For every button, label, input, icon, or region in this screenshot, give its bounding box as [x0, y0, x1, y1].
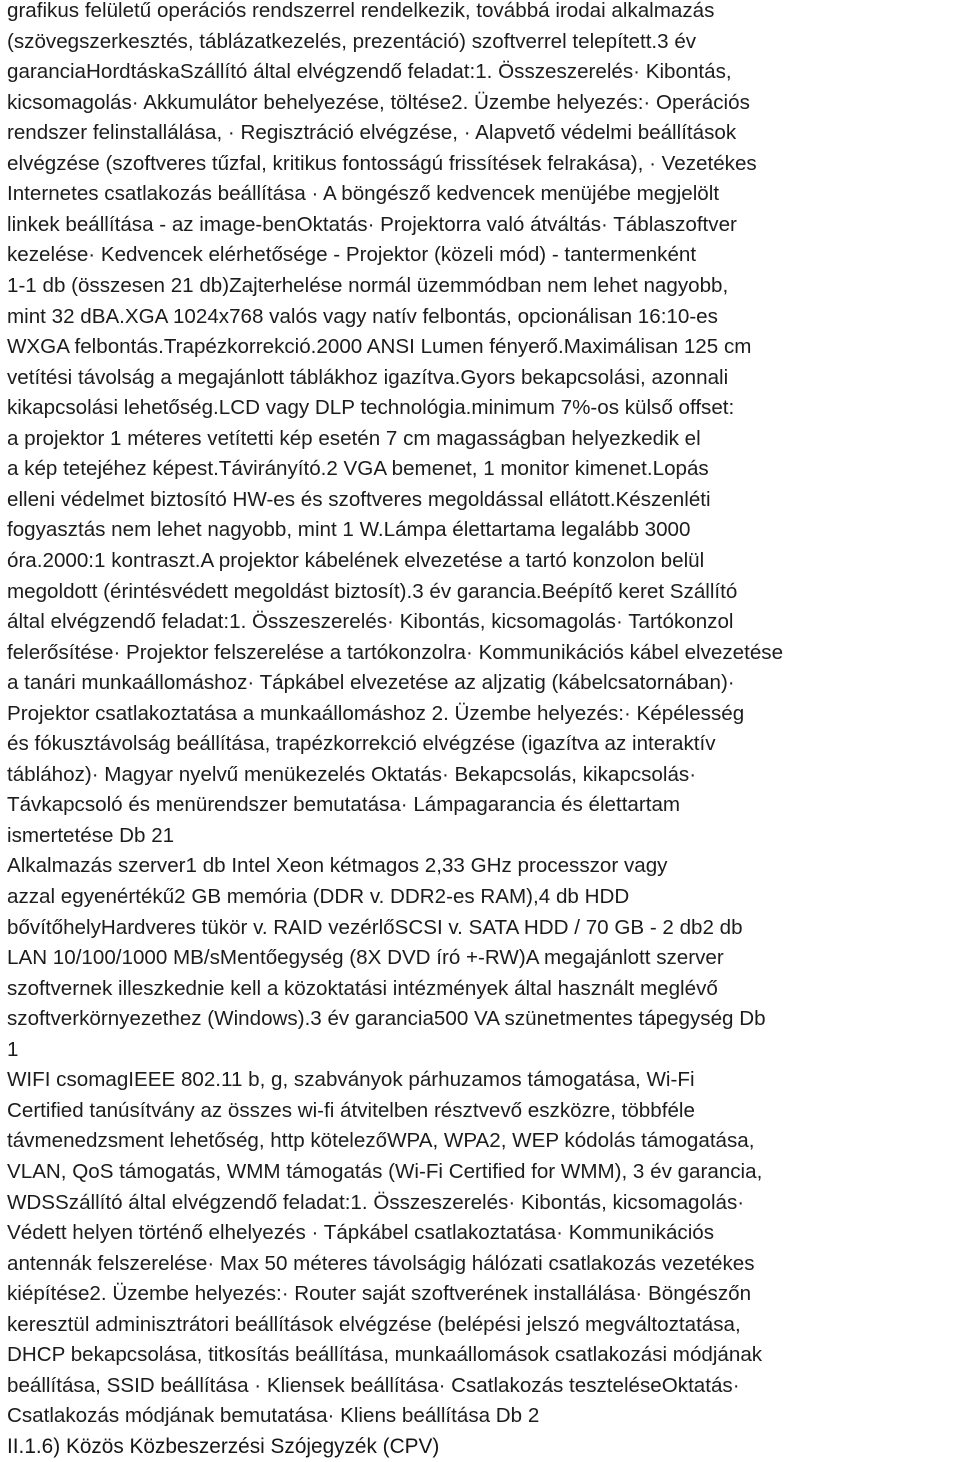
- text-line: felerősítése· Projektor felszerelése a tartókonzolra· Kommunikációs kábel elvezetése: [7, 640, 784, 664]
- text-line: kiépítése2. Üzembe helyezés:· Router saját szoftverének installálása· Böngészőn: [7, 1282, 752, 1306]
- text-line: óra.2000:1 kontraszt.A projektor kábelének elvezetése a tartó konzolon belül: [7, 548, 705, 572]
- text-line: azzal egyenértékű2 GB memória (DDR v. DDR2-es RAM),4 db HDD: [7, 885, 630, 908]
- text-line: WIFI csomagIEEE 802.11 b, g, szabványok párhuzamos támogatása, Wi-Fi: [7, 1068, 695, 1092]
- text-line: Védett helyen történő elhelyezés · Tápkábel csatlakoztatása· Kommunikációs: [7, 1221, 715, 1244]
- text-line: grafikus felületű operációs rendszerrel rendelkezik, továbbá irodai alkalmazás: [7, 0, 715, 22]
- text-line: beállítása, SSID beállítása · Kliensek beállítása· Csatlakozás teszteléseOktatás·: [7, 1373, 740, 1397]
- text-line: a tanári munkaállomáshoz· Tápkábel elvezetése az aljzatig (kábelcsatornában)·: [7, 671, 735, 695]
- text-line: ismertetése Db 21: [7, 823, 175, 847]
- text-line: LAN 10/100/1000 MB/sMentőegység (8X DVD író +-RW)A megajánlott szerver: [7, 946, 724, 970]
- section-heading: II.1.6) Közös Közbeszerzési Szójegyzék (CPV): [7, 1434, 440, 1458]
- text-line: kicsomagolás· Akkumulátor behelyezése, töltése2. Üzembe helyezés:· Operációs: [7, 90, 750, 114]
- text-line: Projektor csatlakoztatása a munkaállomáshoz 2. Üzembe helyezés:· Képélesség: [7, 701, 745, 725]
- text-line: szoftverkörnyezethez (Windows).3 év garancia500 VA szünetmentes tápegység Db: [7, 1007, 766, 1031]
- text-line: szoftvernek illeszkednie kell a közoktatási intézmények által használt meglévő: [7, 976, 718, 1000]
- text-line: VLAN, QoS támogatás, WMM támogatás (Wi-Fi Certified for WMM), 3 év garancia,: [7, 1159, 763, 1183]
- text-line: Távkapcsoló és menürendszer bemutatása· Lámpagarancia és élettartam: [7, 793, 681, 817]
- text-line: fogyasztás nem lehet nagyobb, mint 1 W.Lámpa élettartama legalább 3000: [7, 518, 691, 542]
- text-line: vetítési távolság a megajánlott táblákhoz igazítva.Gyors bekapcsolási, azonnali: [7, 365, 729, 389]
- text-line: távmenedzsment lehetőség, http kötelezőWPA, WPA2, WEP kódolás támogatása,: [7, 1129, 755, 1153]
- text-line: 1-1 db (összesen 21 db)Zajterhelése normál üzemmódban nem lehet nagyobb,: [7, 273, 729, 297]
- text-line: Csatlakozás módjának bemutatása· Kliens beállítása Db 2: [7, 1404, 540, 1428]
- text-line: Alkalmazás szerver1 db Intel Xeon kétmagos 2,33 GHz processzor vagy: [7, 854, 668, 878]
- text-line: a kép tetejéhez képest.Távirányító.2 VGA bemenet, 1 monitor kimenet.Lopás: [7, 457, 709, 481]
- text-line: kezelése· Kedvencek elérhetősége - Projektor (közeli mód) - tantermenként: [7, 243, 697, 267]
- text-line: elleni védelmet biztosító HW-es és szoftveres megoldással ellátott.Készenléti: [7, 487, 711, 511]
- text-line: rendszer felinstallálása, · Regisztráció elvégzése, · Alapvető védelmi beállítások: [7, 121, 737, 145]
- text-line: Certified tanúsítvány az összes wi-fi átvitelben résztvevő eszközre, többféle: [7, 1098, 695, 1122]
- text-line: bővítőhelyHardveres tükör v. RAID vezérlőSCSI v. SATA HDD / 70 GB - 2 db2 db: [7, 915, 743, 939]
- text-line: által elvégzendő feladat:1. Összeszerelés· Kibontás, kicsomagolás· Tartókonzol: [7, 610, 734, 633]
- text-line: táblához)· Magyar nyelvű menükezelés Oktatás· Bekapcsolás, kikapcsolás·: [7, 762, 697, 786]
- text-line: megoldott (érintésvédett megoldást biztosít).3 év garancia.Beépítő keret Szállító: [7, 579, 738, 603]
- text-line: Internetes csatlakozás beállítása · A böngésző kedvencek menüjébe megjelölt: [7, 182, 720, 206]
- text-line: a projektor 1 méteres vetítetti kép esetén 7 cm magasságban helyezkedik el: [7, 426, 701, 450]
- text-line: antennák felszerelése· Max 50 méteres távolságig hálózati csatlakozás vezetékes: [7, 1251, 755, 1275]
- text-line: linkek beállítása - az image-benOktatás· Projektorra való átváltás· Táblaszoftver: [7, 212, 737, 236]
- text-line: 1: [7, 1037, 19, 1061]
- text-line: kikapcsolási lehetőség.LCD vagy DLP technológia.minimum 7%-os külső offset:: [7, 396, 735, 420]
- text-line: elvégzése (szoftveres tűzfal, kritikus fontosságú frissítések felrakása), · Vezetékes: [7, 151, 757, 175]
- text-line: WXGA felbontás.Trapézkorrekció.2000 ANSI Lumen fényerő.Maximálisan 125 cm: [7, 335, 752, 359]
- text-line: DHCP bekapcsolása, titkosítás beállítása, munkaállomások csatlakozási módjának: [7, 1343, 763, 1367]
- text-line: keresztül adminisztrátori beállítások elvégzése (belépési jelszó megváltoztatása,: [7, 1312, 741, 1336]
- text-line: (szövegszerkesztés, táblázatkezelés, prezentáció) szoftverrel telepített.3 év: [7, 29, 697, 53]
- text-line: garanciaHordtáskaSzállító által elvégzendő feladat:1. Összeszerelés· Kibontás,: [7, 60, 732, 84]
- text-line: és fókusztávolság beállítása, trapézkorrekció elvégzése (igazítva az interaktív: [7, 732, 716, 756]
- text-line: WDSSzállító által elvégzendő feladat:1. Összeszerelés· Kibontás, kicsomagolás·: [7, 1190, 745, 1214]
- text-line: mint 32 dBA.XGA 1024x768 valós vagy natív felbontás, opcionálisan 16:10-es: [7, 304, 718, 328]
